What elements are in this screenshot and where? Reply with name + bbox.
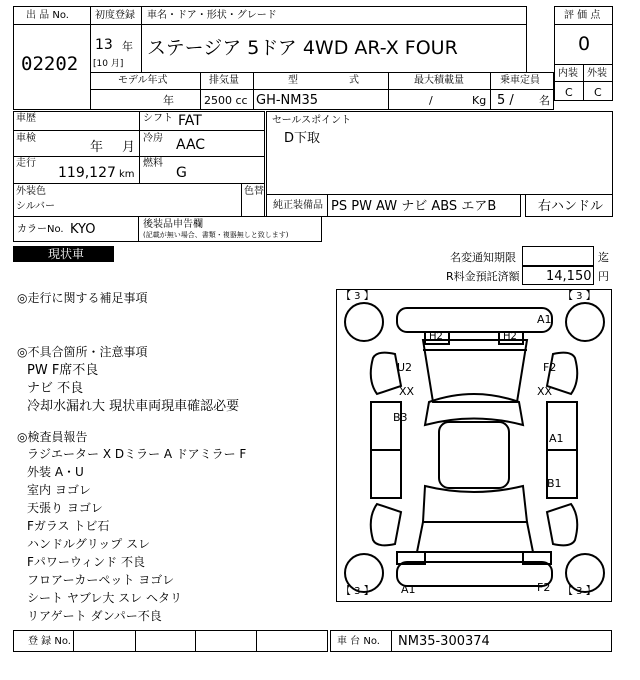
model-label-a: 型	[288, 75, 298, 86]
recycle-unit: 円	[598, 270, 609, 283]
score-value: 0	[578, 33, 591, 55]
reg-no-cell	[13, 630, 328, 652]
max-load-value: /	[429, 94, 433, 107]
damage-mark: XX	[399, 385, 415, 398]
mileage-value: 119,127	[58, 165, 116, 181]
title-label-cell	[141, 6, 527, 25]
interior-label-cell	[554, 64, 584, 82]
steering-cell	[525, 194, 613, 217]
exterior-color-value: シルバー	[16, 201, 56, 212]
note-line: ◎不具合箇所・注意事項	[17, 345, 148, 359]
damage-mark: B1	[547, 477, 562, 490]
note-line: ナビ 不良	[27, 381, 84, 396]
note-line: リアゲート ダンパー不良	[27, 609, 162, 623]
note-line: フロアーカーペット ヨゴレ	[27, 573, 175, 587]
shift-label: シフト	[143, 113, 173, 124]
ac-value: AAC	[176, 137, 206, 153]
damage-mark: F2	[537, 581, 551, 594]
name-change-label: 名変通知期限	[450, 251, 516, 264]
chassis-value: NM35-300374	[398, 634, 490, 649]
score-label: 評 価 点	[564, 10, 601, 21]
ac-label: 冷房	[143, 133, 163, 144]
fuel-value: G	[176, 165, 187, 181]
capacity-value: 5 /	[497, 93, 514, 108]
name-change-unit: 迄	[598, 251, 609, 264]
corner-mark-bottom-left: 【 3 】	[341, 586, 374, 597]
aftermarket-cell	[138, 216, 322, 242]
score-label-cell	[554, 6, 613, 25]
lot-label-cell	[13, 6, 91, 25]
exterior-label-cell	[583, 64, 613, 82]
repaint-label: 色替	[244, 186, 264, 197]
note-line: シート ヤブレ大 スレ ヘタリ	[27, 591, 182, 605]
exterior-color-label: 外装色	[16, 186, 46, 197]
first-reg-label: 初度登録	[95, 10, 135, 21]
recycle-value: 14,150	[546, 269, 592, 284]
name-change-cell	[522, 246, 594, 266]
note-line: Fパワーウィンド 不良	[27, 555, 145, 569]
title-label: 車名・ドア・形状・グレード	[147, 10, 277, 21]
recycle-cell	[522, 266, 594, 285]
max-load-label: 最大積載量	[414, 75, 464, 86]
note-line: ◎検査員報告	[17, 430, 88, 444]
aftermarket-label: 後装品申告欄	[143, 219, 203, 230]
corner-mark-top-left: 【 3 】	[341, 291, 374, 302]
status-bar	[13, 246, 114, 262]
model-year-label: モデル年式	[118, 75, 168, 86]
sales-point-value: D下取	[284, 131, 321, 146]
mileage-label: 走行	[16, 158, 36, 169]
equipment-value: PS PW AW ナビ ABS エアB	[331, 199, 497, 214]
displacement-value: 2500 cc	[204, 94, 248, 107]
score-value-cell	[554, 24, 613, 65]
damage-mark: XX	[537, 385, 553, 398]
model-label-b: 式	[349, 75, 359, 86]
reg-no-label: 登 録 No.	[28, 636, 71, 647]
damage-mark: F2	[543, 361, 557, 374]
note-line: 冷却水漏れ大 現状車両現車確認必要	[27, 399, 240, 414]
first-reg-year: 13	[95, 37, 113, 53]
car-diagram	[336, 289, 612, 602]
aftermarket-note: (記載が無い場合、書類・複器無しと致します)	[143, 231, 289, 239]
exterior-score-cell	[583, 81, 613, 101]
equipment-label-cell	[266, 194, 328, 217]
note-line: Fガラス トビ石	[27, 519, 110, 533]
color-no-label: カラーNo.	[17, 224, 64, 235]
steering-value: 右ハンドル	[538, 199, 604, 214]
inspection-label: 車検	[16, 133, 36, 144]
fuel-label: 燃料	[143, 158, 163, 169]
interior-label: 内装	[558, 68, 578, 79]
damage-mark: U2	[397, 361, 413, 374]
corner-mark-top-right: 【 3 】	[563, 291, 596, 302]
inspection-month: 月	[122, 140, 136, 155]
note-line: 外装 A・U	[27, 465, 84, 479]
max-load-unit: Kg	[472, 94, 487, 107]
damage-mark: H2	[429, 331, 443, 342]
damage-mark: B3	[393, 411, 408, 424]
history-label: 車歴	[16, 113, 36, 124]
chassis-value-cell	[391, 630, 612, 652]
corner-mark-bottom-right: 【 3 】	[563, 586, 596, 597]
lot-number: 02202	[21, 53, 79, 75]
note-line: PW F席不良	[27, 363, 99, 378]
first-reg-month: [10 月]	[93, 59, 124, 69]
model-value: GH-NM35	[256, 93, 319, 108]
car-title: ステージア 5ドア 4WD AR-X FOUR	[147, 37, 458, 59]
color-no-cell	[13, 216, 139, 242]
damage-mark: A1	[549, 432, 564, 445]
interior-score-cell	[554, 81, 584, 101]
sales-point-label: セールスポイント	[272, 115, 352, 126]
mileage-unit: km	[119, 169, 135, 180]
exterior-label: 外装	[587, 68, 607, 79]
exterior-score: C	[594, 86, 602, 99]
lot-label: 出 品 No.	[26, 10, 69, 21]
equipment-label: 純正装備品	[273, 200, 323, 211]
chassis-label-cell	[330, 630, 392, 652]
note-line: ◎走行に関する補足事項	[17, 291, 148, 305]
capacity-unit: 名	[539, 94, 550, 107]
status-bar-label: 現状車	[48, 247, 85, 261]
model-year-unit: 年	[163, 94, 174, 107]
first-reg-year-unit: 年	[122, 40, 133, 53]
car-diagram-svg	[337, 290, 611, 601]
displacement-label: 排気量	[209, 75, 239, 86]
damage-mark: A1	[537, 313, 552, 326]
interior-score: C	[565, 86, 573, 99]
note-line: 室内 ヨゴレ	[27, 483, 91, 497]
damage-mark: A1	[401, 583, 416, 596]
capacity-label: 乗車定員	[500, 75, 540, 86]
note-line: ラジエーター X Dミラー A ドアミラー F	[27, 447, 247, 461]
lot-number-cell	[13, 24, 91, 110]
damage-mark: H2	[503, 331, 517, 342]
chassis-label: 車 台 No.	[337, 636, 380, 647]
color-no-value: KYO	[70, 222, 96, 237]
note-line: 天張り ヨゴレ	[27, 501, 103, 515]
sales-point-cell	[266, 111, 613, 195]
shift-value: FAT	[178, 113, 202, 129]
first-reg-label-cell	[90, 6, 142, 25]
note-line: ハンドルグリップ スレ	[27, 537, 151, 551]
inspection-year: 年	[90, 140, 104, 155]
equipment-value-cell	[327, 194, 521, 217]
first-reg-value-cell	[90, 24, 142, 73]
recycle-label: R料金預託済額	[446, 270, 520, 283]
car-title-cell	[141, 24, 527, 73]
